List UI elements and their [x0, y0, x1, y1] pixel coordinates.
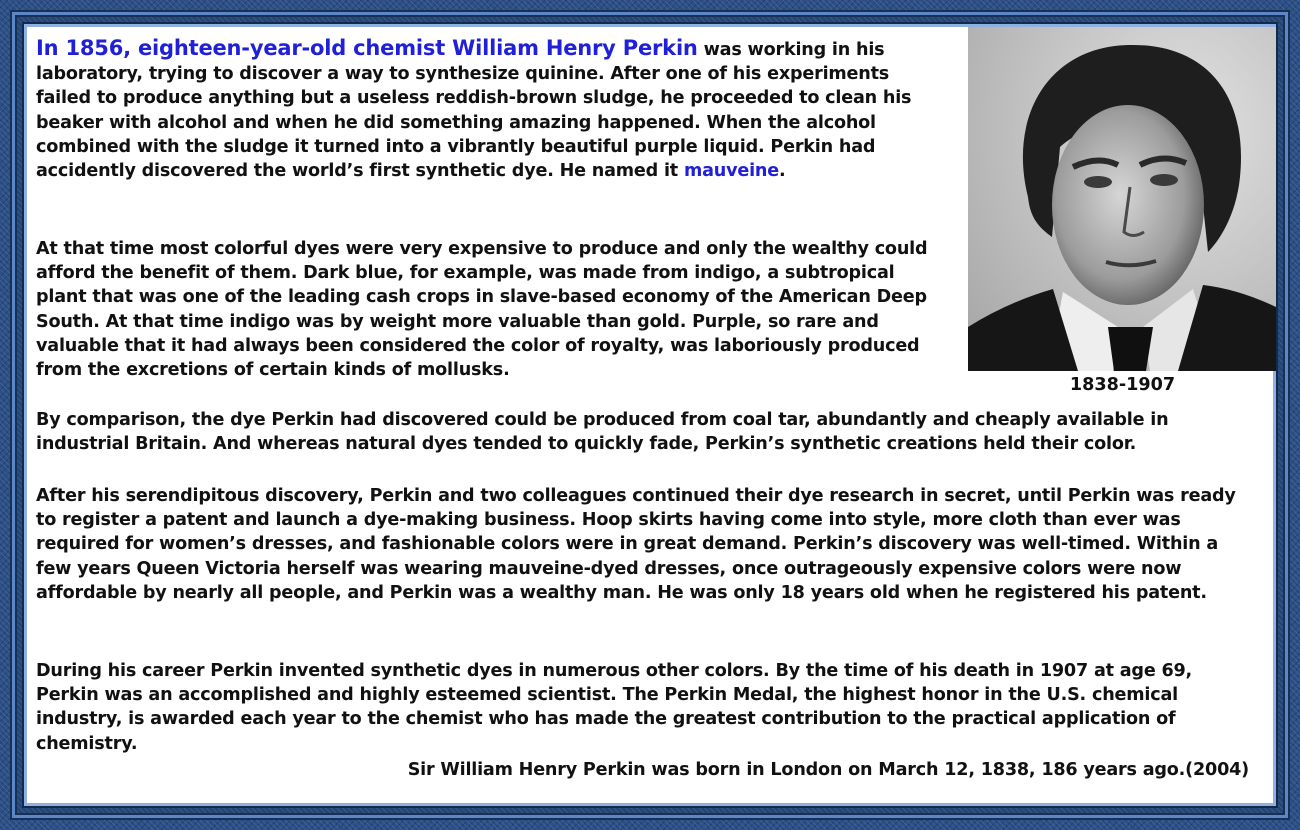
- paragraph-dyes-history: At that time most colorful dyes were very expensive to produce and only the wealthy could afford the benefit of them. Dark blue, for example, was made from indigo, a subtropical plant that was one of the leading cash crops in slave-based economy of the American Deep South. At that time indigo was by weight more valuable than gold. Purple, so rare and valuable that it had always been considered the color of royalty, was laboriously produced from the excretions of certain kinds of mollusks.: [36, 239, 928, 381]
- mauveine-highlight: mauveine: [683, 161, 779, 182]
- intro-body: was working in his laboratory, trying to discover a way to synthesize quinine. After one of his experiments failed to produce anything but a useless reddish-brown sludge, he proceeded to clean his beaker with alcohol and when he did something amazing happened. When the alcohol combined with the sludge it turned into a vibrantly beautiful purple liquid. Perkin had accidently discovered the world’s first synthetic dye. He named it: [36, 40, 912, 182]
- content-panel: [24, 24, 1276, 806]
- birth-footer: Sir William Henry Perkin was born in London on March 12, 1838, 186 years ago.(2004): [407, 760, 1249, 780]
- portrait-photo: [968, 27, 1276, 371]
- paragraph-career: During his career Perkin invented synthetic dyes in numerous other colors. By the time of his death in 1907 at age 69, Perkin was an accomplished and highly esteemed scientist. The Perkin Medal, the highest honor in the U.S. chemical industry, is awarded each year to the chemist who has made the greatest contribution to the practical application of chemistry.: [36, 661, 1193, 754]
- paragraph-business: After his serendipitous discovery, Perkin and two colleagues continued their dye research in secret, until Perkin was ready to register a patent and launch a dye-making business. Hoop skirts having come into style, more cloth than ever was required for women’s dresses, and fashionable colors were in great demand. Perkin’s discovery was well-timed. Within a few years Queen Victoria herself was wearing mauveine-dyed dresses, once outrageously expensive colors were now affordable by nearly all people, and Perkin was a wealthy man. He was only 18 years old when he registered his patent.: [36, 486, 1236, 603]
- perkin-portrait: [968, 27, 1276, 371]
- paragraph-intro: [36, 36, 936, 183]
- paragraph-coal-tar: By comparison, the dye Perkin had discovered could be produced from coal tar, abundantly and cheaply available in industrial Britain. And whereas natural dyes tended to quickly fade, Perkin’s synthetic creations held their color.: [36, 410, 1169, 455]
- lead-heading: In 1856, eighteen-year-old chemist William Henry Perkin: [36, 36, 698, 60]
- portrait-caption: 1838-1907: [1069, 375, 1176, 395]
- intro-end: .: [778, 161, 786, 182]
